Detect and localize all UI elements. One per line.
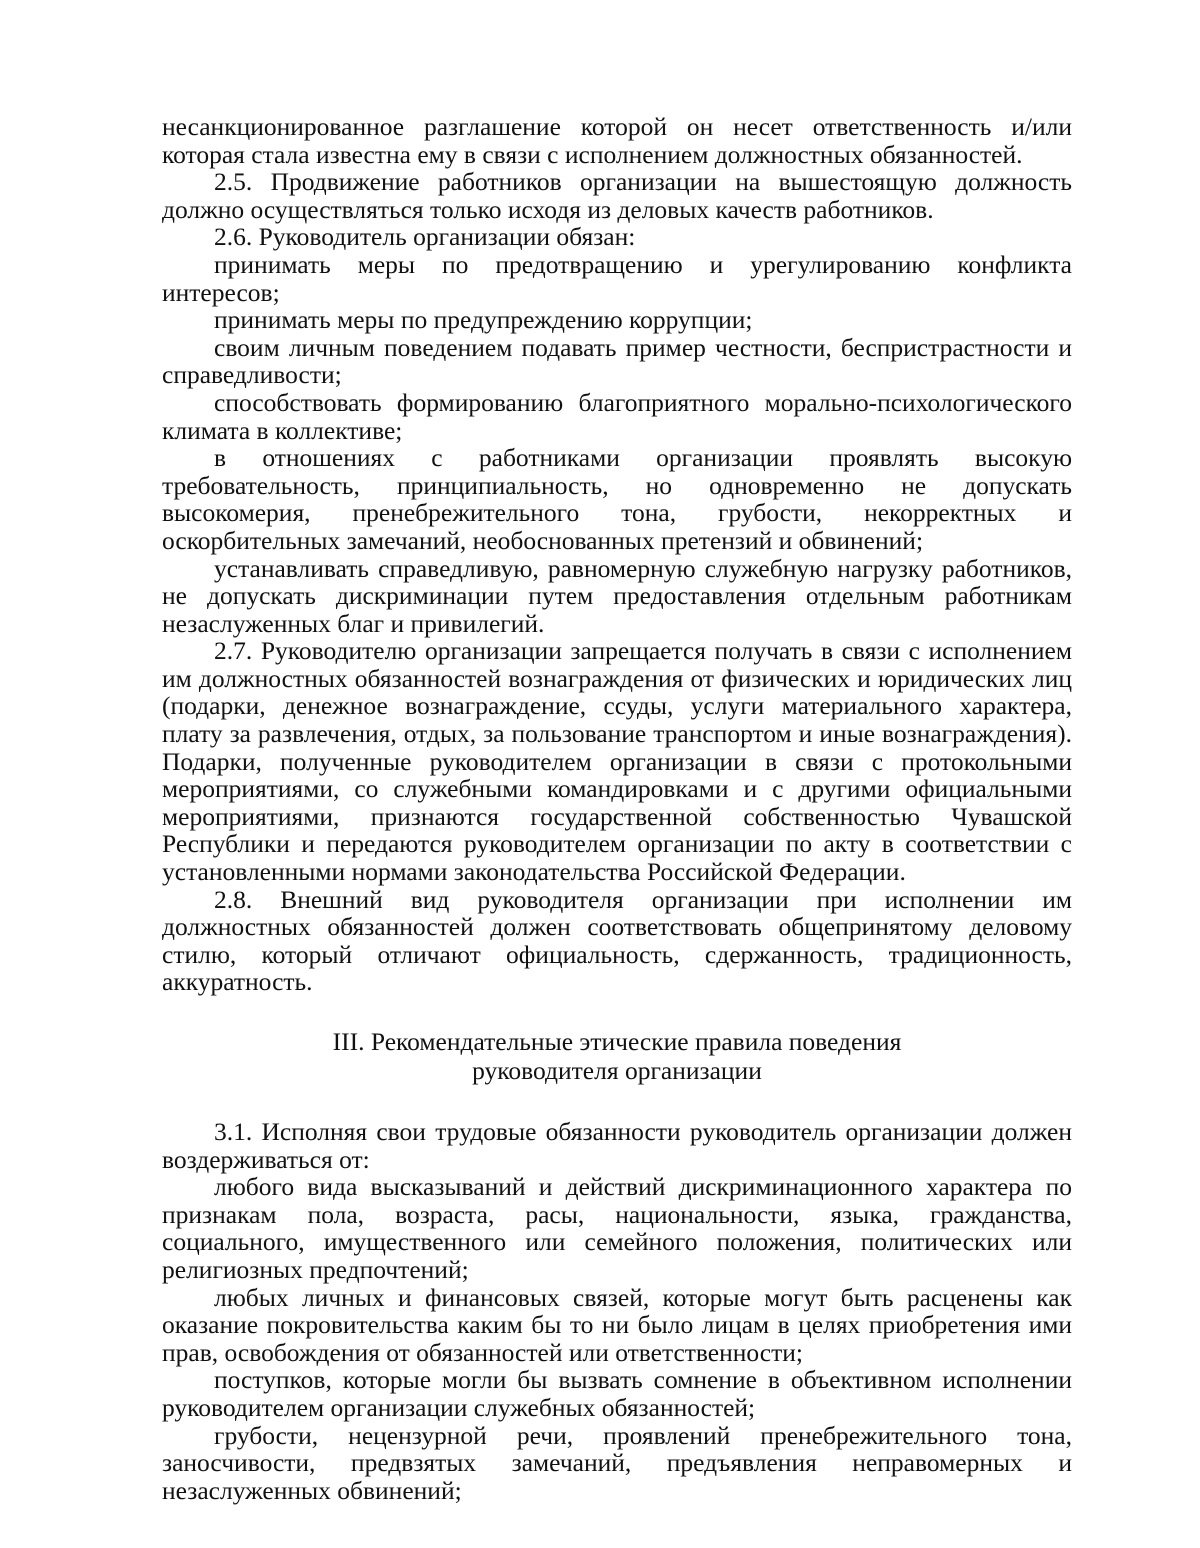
list-item: устанавливать справедливую, равномерную служебную нагрузку работников, не допускать дискриминации путем предоставления отдельным работникам незаслуженных благ и привилегий. (162, 553, 1072, 638)
section-title (162, 1027, 1072, 1085)
section-title-line-1: III. Рекомендательные этические правила поведения (332, 1027, 902, 1056)
paragraph-3-1: 3.1. Исполняя свои трудовые обязанности руководитель организации должен воздерживаться от: (162, 1117, 1072, 1174)
list-item: грубости, нецензурной речи, проявлений пренебрежительного тона, заносчивости, предвзятых замечаний, предъявления неправомерных и незаслуженных обвинений; (162, 1420, 1072, 1505)
list-item: любых личных и финансовых связей, которые могут быть расценены как оказание покровительства каким бы то ни было лицам в целях приобретения ими прав, освобождения от обязанностей или ответственности; (162, 1282, 1072, 1367)
paragraph-continuation: несанкционированное разглашение которой он несет ответственность и/или которая стала известна ему в связи с исполнением должностных обязанностей. (162, 112, 1072, 169)
list-item: любого вида высказываний и действий дискриминационного характера по признакам пола, возраста, расы, национальности, языка, гражданства, социального, имущественного или семейного положения, политических или религиозных предпочтений; (162, 1172, 1072, 1284)
list-item: способствовать формированию благоприятного морально-психологического климата в коллективе; (162, 387, 1072, 445)
paragraph-2-6: 2.6. Руководитель организации обязан: (214, 222, 636, 252)
list-item: своим личным поведением подавать пример честности, беспристрастности и справедливости; (162, 332, 1072, 390)
paragraph-2-7: 2.7. Руководителю организации запрещается получать в связи с исполнением им должностных обязанностей вознаграждения от физических и юридических лиц (подарки, денежное вознаграждение, ссуды, услуги материального характера, плату за развлечения, отдых, за пользование транспортом и иные вознаграждения). Подарки, полученные руководителем организации в связи с протокольными мероприятиями, со служебными командировками и с другими официальными мероприятиями, признаются государственной собственностью Чувашской Республики и передаются руководителем организации по акту в соответствии с установленными нормами законодательства Российской Федерации. (162, 636, 1072, 887)
paragraph-2-8: 2.8. Внешний вид руководителя организации при исполнении им должностных обязанностей должен соответствовать общепринятому деловому стилю, который отличают официальность, сдержанность, традиционность, аккуратность. (162, 884, 1072, 997)
section-title-line-2: руководителя организации (472, 1056, 762, 1085)
list-item: в отношениях с работниками организации проявлять высокую требовательность, принципиальность, но одновременно не допускать высокомерия, пренебрежительного тона, грубости, некорректных и оскорбительных замечаний, необоснованных претензий и обвинений; (162, 443, 1072, 555)
list-item: принимать меры по предупреждению коррупции; (214, 305, 753, 335)
paragraph-2-5: 2.5. Продвижение работников организации на вышестоящую должность должно осуществляться только исходя из деловых качеств работников. (162, 167, 1072, 224)
document-page (162, 113, 1072, 1504)
list-item: поступков, которые могли бы вызвать сомнение в объективном исполнении руководителем организации служебных обязанностей; (162, 1365, 1072, 1422)
list-item: принимать меры по предотвращению и урегулированию конфликта интересов; (162, 249, 1072, 307)
